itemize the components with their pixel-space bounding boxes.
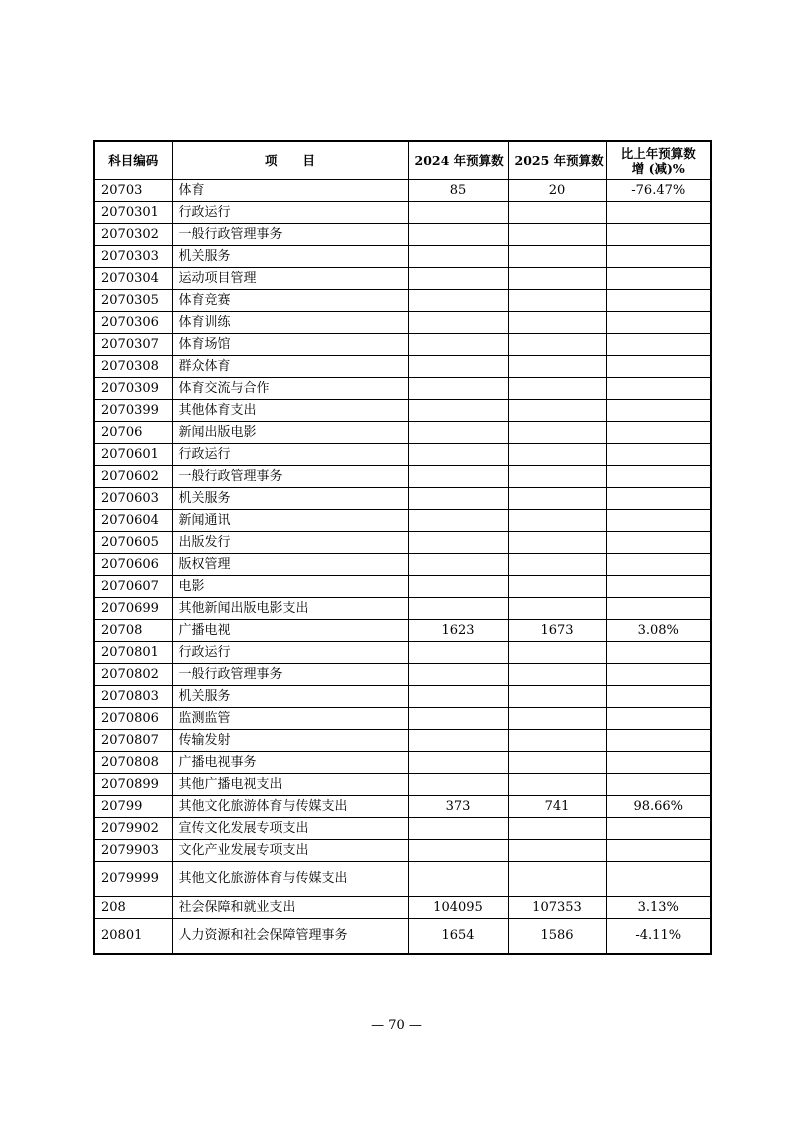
row-budget-2024 [408,312,508,334]
row-budget-2025 [508,400,606,422]
row-item: 其他文化旅游体育与传媒支出 [172,862,408,897]
row-budget-2025 [508,466,606,488]
row-change: 3.13% [606,897,711,919]
row-item: 一般行政管理事务 [172,224,408,246]
row-change [606,818,711,840]
row-code: 2070301 [94,202,172,224]
row-change [606,268,711,290]
table-row [94,268,711,290]
row-code: 2070304 [94,268,172,290]
row-change [606,488,711,510]
row-code: 2070309 [94,378,172,400]
row-change [606,664,711,686]
row-budget-2024 [408,356,508,378]
row-item: 体育交流与合作 [172,378,408,400]
row-budget-2024 [408,752,508,774]
row-code: 2079999 [94,862,172,897]
row-budget-2024 [408,444,508,466]
row-budget-2025 [508,356,606,378]
row-item: 广播电视 [172,620,408,642]
row-change [606,642,711,664]
row-code: 2070801 [94,642,172,664]
row-code: 20799 [94,796,172,818]
table-row [94,378,711,400]
row-budget-2025 [508,862,606,897]
row-item: 社会保障和就业支出 [172,897,408,919]
row-budget-2024 [408,554,508,576]
row-budget-2024 [408,290,508,312]
table-row [94,488,711,510]
row-item: 机关服务 [172,246,408,268]
row-budget-2024 [408,268,508,290]
row-change [606,554,711,576]
row-budget-2024 [408,224,508,246]
table-header-row [94,141,711,180]
row-item: 其他广播电视支出 [172,774,408,796]
row-item: 行政运行 [172,444,408,466]
row-change [606,312,711,334]
row-code: 2070601 [94,444,172,466]
table-row [94,897,711,919]
row-budget-2024 [408,246,508,268]
row-budget-2025 [508,202,606,224]
table-row [94,818,711,840]
row-budget-2025 [508,224,606,246]
header-budget-2025: 2025 年预算数 [508,141,606,180]
row-code: 2079903 [94,840,172,862]
table-row [94,774,711,796]
table-row [94,664,711,686]
table-row [94,400,711,422]
row-code: 2070607 [94,576,172,598]
row-change [606,752,711,774]
table-row [94,796,711,818]
table-row [94,576,711,598]
row-change [606,576,711,598]
row-item: 体育训练 [172,312,408,334]
row-item: 一般行政管理事务 [172,466,408,488]
row-budget-2025 [508,774,606,796]
table-row [94,202,711,224]
row-code: 2079902 [94,818,172,840]
row-code: 20706 [94,422,172,444]
row-code: 20801 [94,919,172,955]
row-budget-2025 [508,444,606,466]
row-budget-2024 [408,818,508,840]
row-change [606,444,711,466]
page-number: — 70 — [371,1018,422,1033]
row-budget-2025 [508,334,606,356]
row-budget-2024 [408,642,508,664]
row-change [606,202,711,224]
row-budget-2025 [508,686,606,708]
row-budget-2024 [408,202,508,224]
table-row [94,730,711,752]
row-code: 2070699 [94,598,172,620]
row-budget-2025 [508,510,606,532]
table-row [94,246,711,268]
row-budget-2025 [508,532,606,554]
table-row [94,642,711,664]
row-budget-2024: 373 [408,796,508,818]
row-budget-2024 [408,532,508,554]
row-budget-2025 [508,488,606,510]
row-item: 群众体育 [172,356,408,378]
row-change: -76.47% [606,180,711,202]
row-code: 2070399 [94,400,172,422]
row-change [606,290,711,312]
row-change [606,334,711,356]
header-change [606,141,711,180]
row-budget-2024 [408,488,508,510]
row-budget-2024 [408,576,508,598]
row-budget-2025: 20 [508,180,606,202]
row-budget-2025 [508,312,606,334]
row-change [606,708,711,730]
row-item: 运动项目管理 [172,268,408,290]
row-budget-2024 [408,334,508,356]
row-item: 其他文化旅游体育与传媒支出 [172,796,408,818]
row-code: 2070605 [94,532,172,554]
row-budget-2025 [508,730,606,752]
table-row [94,180,711,202]
row-budget-2025 [508,818,606,840]
row-item: 机关服务 [172,686,408,708]
row-budget-2024: 1654 [408,919,508,955]
row-budget-2024 [408,840,508,862]
header-budget-2024: 2024 年预算数 [408,141,508,180]
row-budget-2024 [408,510,508,532]
row-change [606,862,711,897]
table-row [94,620,711,642]
row-budget-2025 [508,422,606,444]
row-budget-2025 [508,378,606,400]
row-change: 98.66% [606,796,711,818]
row-code: 2070806 [94,708,172,730]
row-item: 体育 [172,180,408,202]
row-code: 2070808 [94,752,172,774]
table-row [94,919,711,955]
row-code: 2070606 [94,554,172,576]
row-budget-2024 [408,664,508,686]
row-code: 2070602 [94,466,172,488]
row-budget-2024 [408,422,508,444]
row-budget-2024 [408,730,508,752]
row-budget-2024 [408,400,508,422]
row-item: 新闻出版电影 [172,422,408,444]
row-budget-2024 [408,598,508,620]
row-item: 机关服务 [172,488,408,510]
row-item: 传输发射 [172,730,408,752]
row-item: 宣传文化发展专项支出 [172,818,408,840]
row-budget-2025: 1586 [508,919,606,955]
row-change [606,532,711,554]
table-row [94,510,711,532]
row-budget-2025: 741 [508,796,606,818]
row-budget-2025 [508,290,606,312]
row-change [606,686,711,708]
header-item: 项 目 [172,141,408,180]
row-code: 2070603 [94,488,172,510]
row-change [606,510,711,532]
row-item: 人力资源和社会保障管理事务 [172,919,408,955]
row-change: -4.11% [606,919,711,955]
row-change [606,224,711,246]
row-item: 监测监管 [172,708,408,730]
table-row [94,708,711,730]
row-change [606,378,711,400]
row-item: 行政运行 [172,642,408,664]
table-row [94,422,711,444]
row-change: 3.08% [606,620,711,642]
row-change [606,466,711,488]
row-budget-2025 [508,840,606,862]
table-row [94,290,711,312]
row-budget-2024 [408,378,508,400]
table-row [94,686,711,708]
table-row [94,444,711,466]
row-change [606,422,711,444]
row-code: 2070306 [94,312,172,334]
row-budget-2024 [408,862,508,897]
row-item: 体育竞赛 [172,290,408,312]
header-change-line1: 比上年预算数 [620,145,696,161]
row-code: 20708 [94,620,172,642]
row-change [606,774,711,796]
row-code: 208 [94,897,172,919]
row-budget-2025 [508,246,606,268]
row-budget-2024 [408,708,508,730]
row-budget-2024 [408,466,508,488]
row-change [606,356,711,378]
row-budget-2024: 85 [408,180,508,202]
row-change [606,400,711,422]
header-change-line2: 增 (减)% [631,160,685,176]
row-change [606,730,711,752]
table-row [94,598,711,620]
row-budget-2024: 1623 [408,620,508,642]
row-budget-2025 [508,664,606,686]
row-change [606,246,711,268]
row-budget-2025 [508,598,606,620]
table-row [94,312,711,334]
row-item: 广播电视事务 [172,752,408,774]
row-code: 2070305 [94,290,172,312]
row-item: 出版发行 [172,532,408,554]
row-item: 版权管理 [172,554,408,576]
row-code: 20703 [94,180,172,202]
row-item: 一般行政管理事务 [172,664,408,686]
row-budget-2025 [508,752,606,774]
budget-table [93,140,712,955]
table-row [94,356,711,378]
row-code: 2070302 [94,224,172,246]
row-change [606,840,711,862]
table-row [94,752,711,774]
row-code: 2070604 [94,510,172,532]
table-row [94,224,711,246]
row-item: 新闻通讯 [172,510,408,532]
table-body [94,180,711,955]
table-row [94,334,711,356]
row-item: 文化产业发展专项支出 [172,840,408,862]
row-item: 其他体育支出 [172,400,408,422]
header-code: 科目编码 [94,141,172,180]
row-code: 2070807 [94,730,172,752]
row-item: 其他新闻出版电影支出 [172,598,408,620]
row-item: 行政运行 [172,202,408,224]
table-row [94,862,711,897]
row-budget-2025 [508,708,606,730]
row-code: 2070308 [94,356,172,378]
table-row [94,532,711,554]
row-budget-2024 [408,774,508,796]
row-code: 2070803 [94,686,172,708]
row-item: 电影 [172,576,408,598]
row-budget-2025 [508,576,606,598]
table-row [94,466,711,488]
row-code: 2070307 [94,334,172,356]
row-budget-2025 [508,268,606,290]
row-budget-2024 [408,686,508,708]
row-code: 2070899 [94,774,172,796]
row-budget-2025: 1673 [508,620,606,642]
row-code: 2070303 [94,246,172,268]
row-budget-2025 [508,642,606,664]
table-row [94,554,711,576]
row-budget-2025 [508,554,606,576]
row-code: 2070802 [94,664,172,686]
row-budget-2024: 104095 [408,897,508,919]
table-row [94,840,711,862]
row-change [606,598,711,620]
row-item: 体育场馆 [172,334,408,356]
row-budget-2025: 107353 [508,897,606,919]
